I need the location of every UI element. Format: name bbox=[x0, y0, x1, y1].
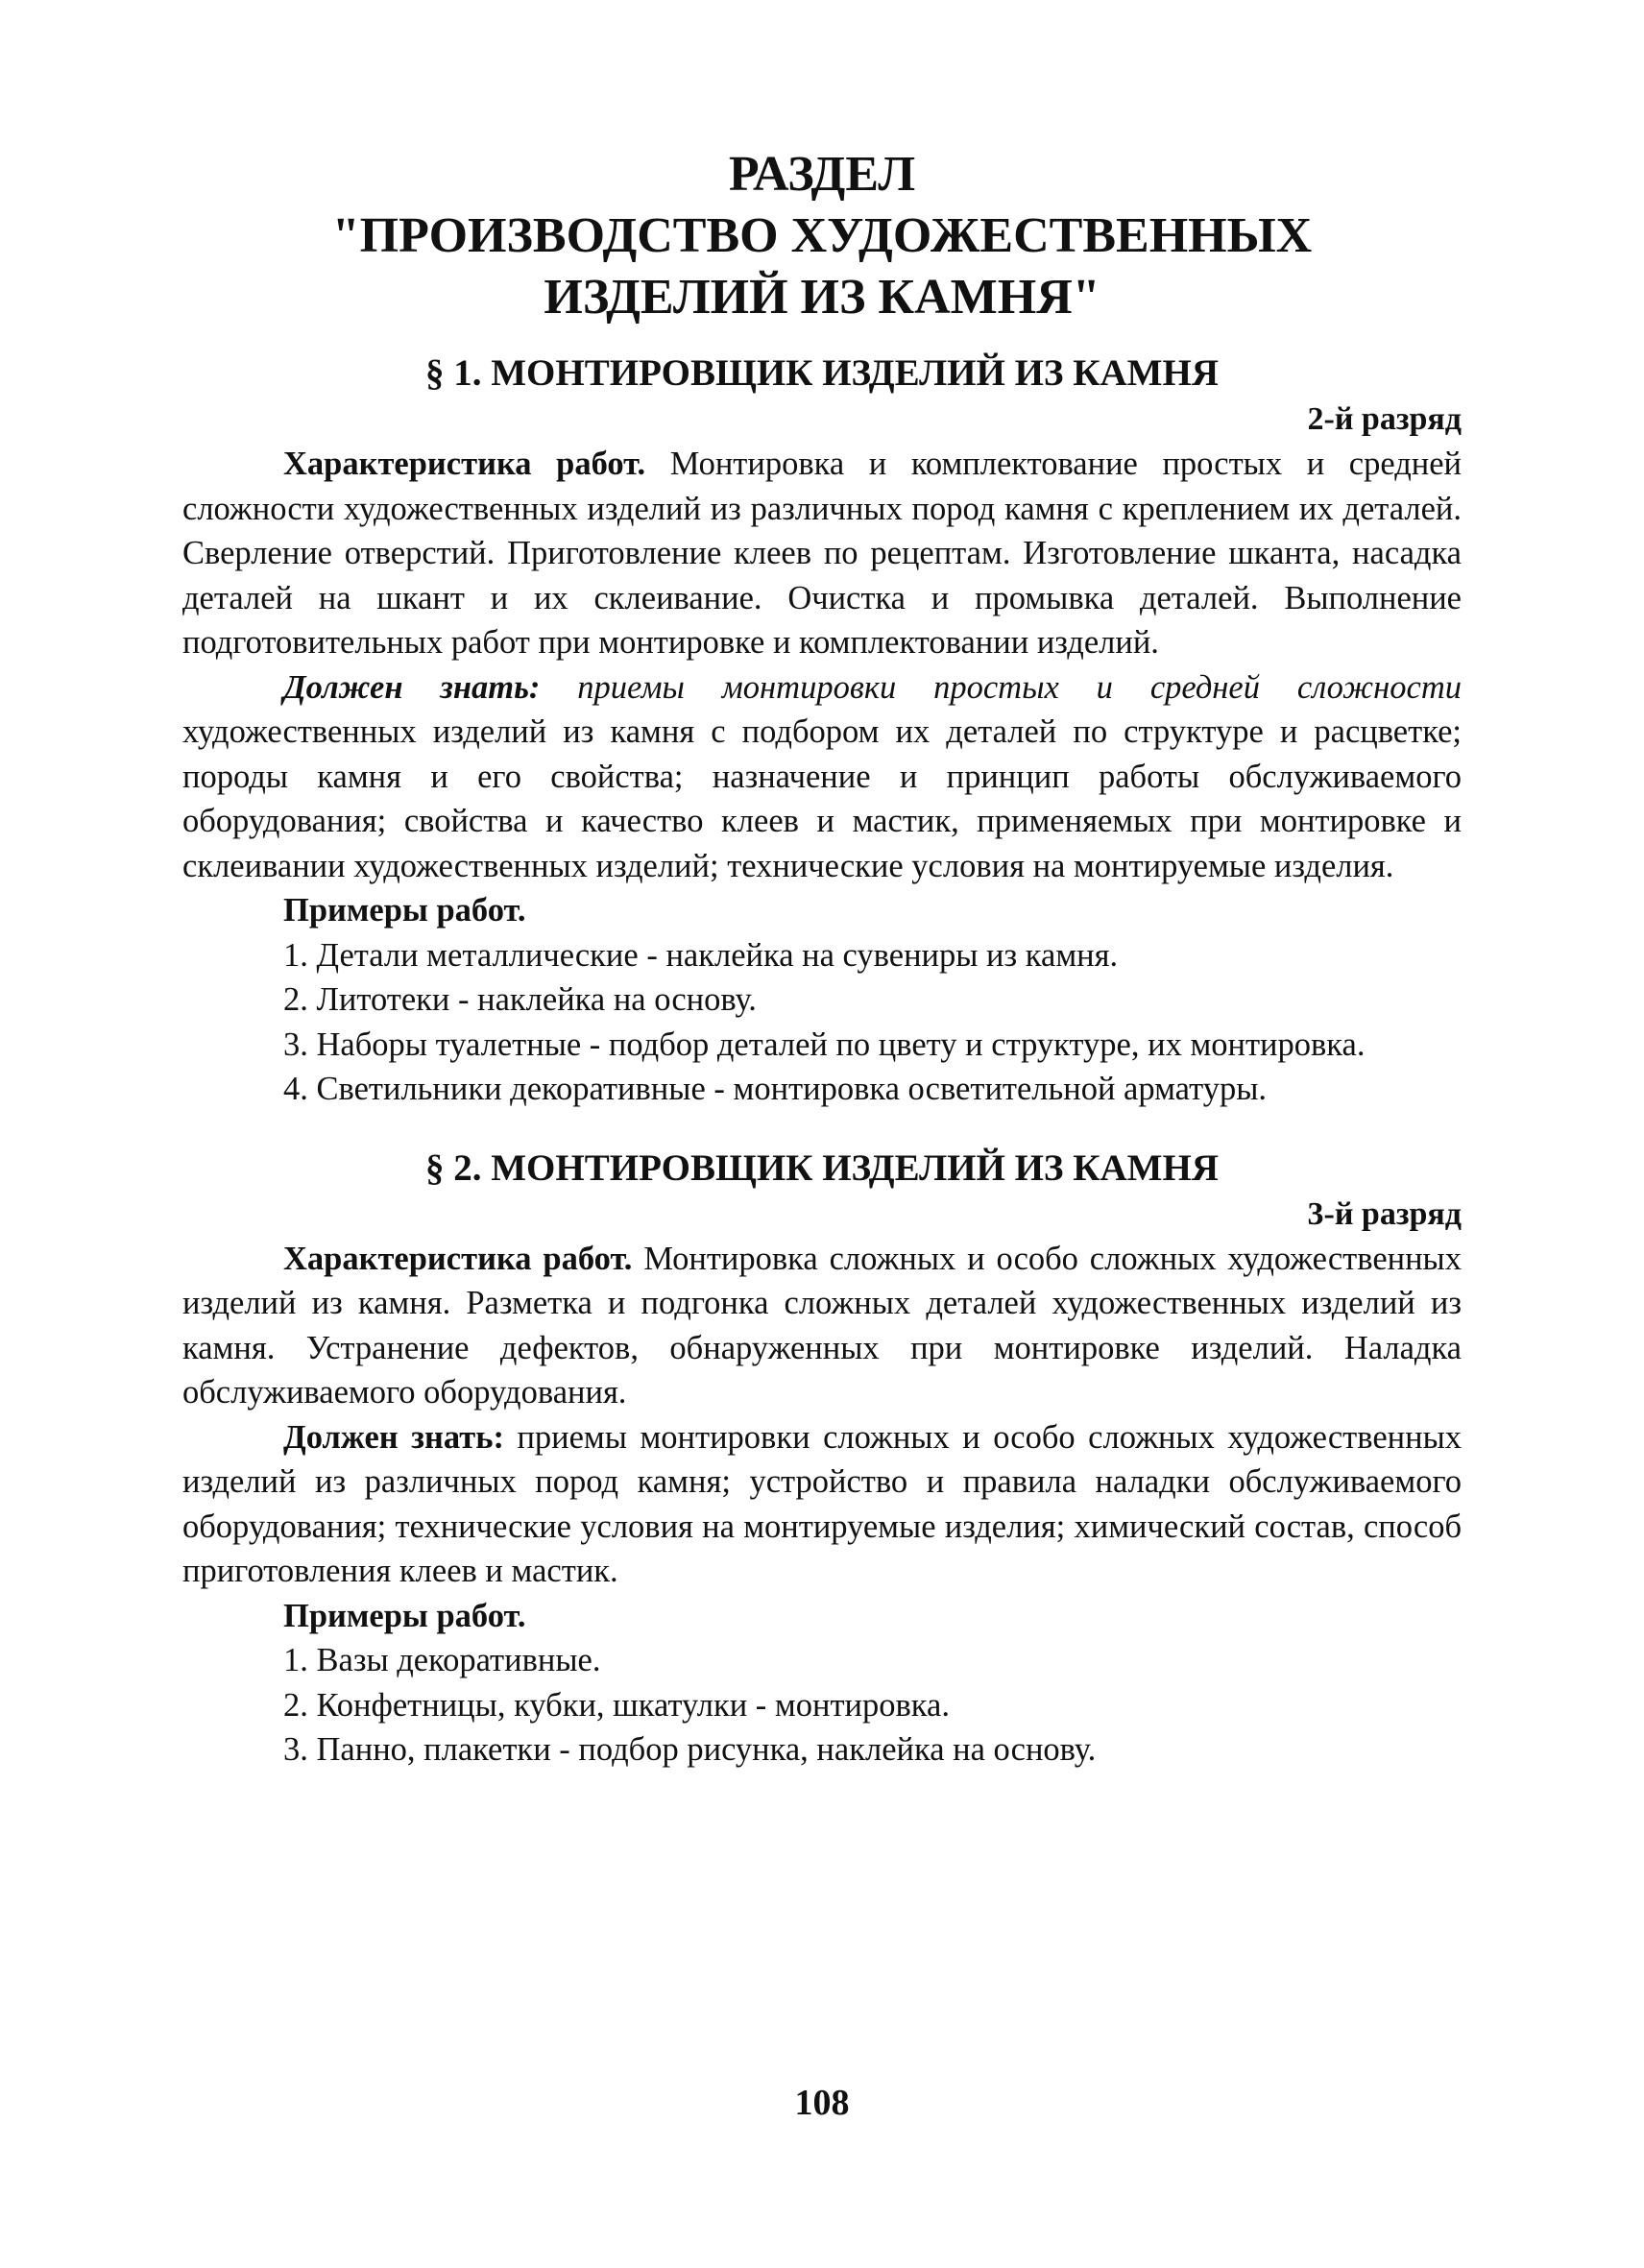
section-2-work-text: Монтировка сложных и особо сложных художественных изделий из камня. Разметка и подгонка сложных деталей художественных изделий из камня. Устранение дефектов, обнаруженных при монтировке изделий. Наладка обслуживаемого оборудования. bbox=[182, 1240, 1462, 1411]
section-2-example-2: 2. Конфетницы, кубки, шкатулки - монтировка. bbox=[283, 1686, 950, 1724]
section-1-example-1: 1. Детали металлические - наклейка на сувениры из камня. bbox=[283, 936, 1119, 974]
section-2-title: § 2. МОНТИРОВЩИК ИЗДЕЛИЙ ИЗ КАМНЯ bbox=[425, 1146, 1219, 1189]
section-1-grade: 2-й разряд bbox=[1307, 401, 1462, 437]
section-1-example-2: 2. Литотеки - наклейка на основу. bbox=[283, 981, 757, 1018]
part-heading-line-2: "ПРОИЗВОДСТВО ХУДОЖЕСТВЕННЫХ bbox=[331, 208, 1313, 263]
section-1-know-label: Должен знать: bbox=[283, 668, 541, 706]
section-1 bbox=[182, 350, 1462, 1112]
section-1-know-italic-text: приемы монтировки простых и средней сложности bbox=[540, 668, 1462, 706]
section-2 bbox=[182, 1145, 1462, 1773]
section-1-work-text: Монтировка и комплектование простых и средней сложности художественных изделий из различных пород камня с креплением их деталей. Сверление отверстий. Приготовление клеев по рецептам. Изготовление шканта, насадка деталей на шкант и их склеивание. Очистка и промывка деталей. Выполнение подготовительных работ при монтировке и комплектовании изделий. bbox=[182, 446, 1462, 661]
section-2-example-1: 1. Вазы декоративные. bbox=[283, 1642, 601, 1678]
section-1-example-3: 3. Наборы туалетные - подбор деталей по цвету и структуре, их монтировка. bbox=[283, 1025, 1366, 1063]
section-2-must-know bbox=[182, 1415, 1462, 1594]
section-1-examples-label: Примеры работ. bbox=[283, 892, 526, 929]
part-heading-line-1: РАЗДЕЛ bbox=[728, 147, 916, 202]
section-1-title: § 1. МОНТИРОВЩИК ИЗДЕЛИЙ ИЗ КАМНЯ bbox=[425, 352, 1219, 394]
part-heading bbox=[182, 144, 1462, 328]
section-2-examples-label: Примеры работ. bbox=[283, 1597, 526, 1634]
part-heading-line-3: ИЗДЕЛИЙ ИЗ КАМНЯ" bbox=[544, 270, 1100, 325]
section-2-example-3: 3. Панно, плакетки - подбор рисунка, наклейка на основу. bbox=[283, 1731, 1097, 1768]
document-page bbox=[182, 144, 1462, 1773]
section-2-know-label: Должен знать: bbox=[283, 1418, 504, 1456]
section-2-work-characteristics bbox=[182, 1237, 1462, 1415]
section-1-work-characteristics bbox=[182, 442, 1462, 665]
page-number: 108 bbox=[794, 2083, 850, 2123]
section-1-must-know bbox=[182, 665, 1462, 889]
section-1-example-4: 4. Светильники декоративные - монтировка осветительной арматуры. bbox=[283, 1071, 1268, 1107]
section-2-grade: 3-й разряд bbox=[1307, 1195, 1462, 1232]
section-2-work-label: Характеристика работ. bbox=[283, 1240, 633, 1277]
section-1-know-text: художественных изделий из камня с подбором их деталей по структуре и расцветке; породы камня и его свойства; назначение и принцип работы обслуживаемого оборудования; свойства и качество клеев и мастик, применяемых при монтировке и склеивании художественных изделий; технические условия на монтируемые изделия. bbox=[182, 713, 1462, 884]
section-2-know-text: приемы монтировки сложных и особо сложных художественных изделий из различных пород камня; устройство и правила наладки обслуживаемого оборудования; технические условия на монтируемые изделия; химический состав, способ приготовления клеев и мастик. bbox=[182, 1418, 1462, 1589]
section-1-work-label: Характеристика работ. bbox=[283, 446, 646, 482]
